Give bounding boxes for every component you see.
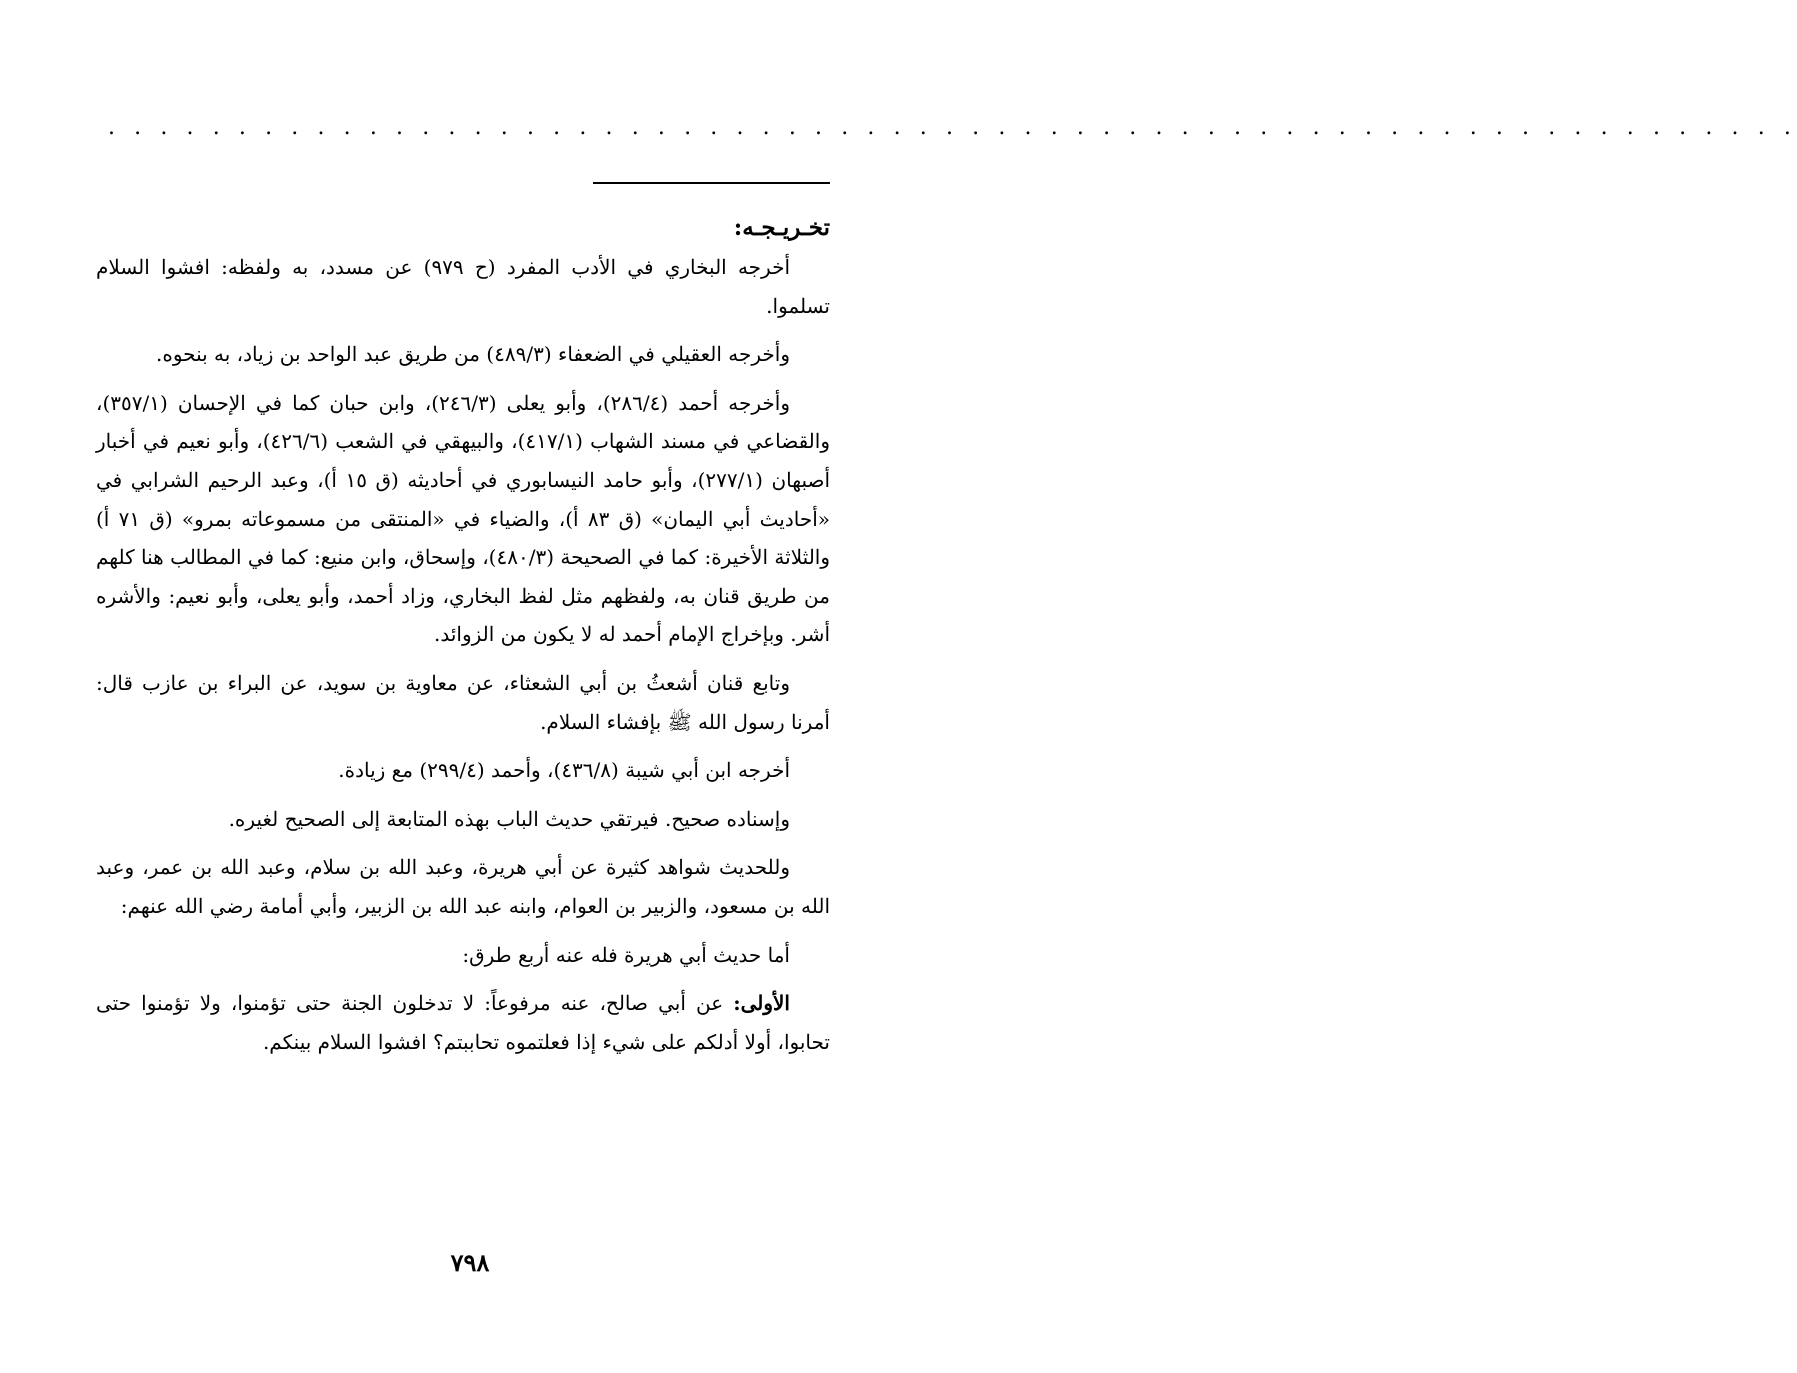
page-number: ٧٩٨ <box>450 1248 490 1277</box>
page-body <box>96 210 830 1071</box>
paragraph-uqaili: وأخرجه العقيلي في الضعفاء (٤٨٩/٣) من طريق عبد الواحد بن زياد، به بنحوه. <box>156 342 790 367</box>
paragraph-corroboration: وتابع قنان أشعثُ بن أبي الشعثاء، عن معاوية بن سويد، عن البراء بن عازب قال: أمرنا رسول الله ﷺ بإفشاء السلام. <box>96 670 830 734</box>
section-heading: تخـريـجـه: <box>733 214 830 241</box>
paragraph-ahmad-sources: وأخرجه أحمد (٢٨٦/٤)، وأبو يعلى (٢٤٦/٣)، وابن حبان كما في الإحسان (٣٥٧/١)، والقضاعي في مسند الشهاب (٤١٧/١)، والبيهقي في الشعب (٤٢٦/٦)، وأبو نعيم في أخبار أصبهان (٢٧٧/١)، وأبو حامد النيسابوري في أحاديثه (ق ١٥ أ)، وعبد الرحيم الشرابي في «أحاديث أبي اليمان» (ق ٨٣ أ)، والضياء في «المنتقى من مسموعاته بمرو» (ق ٧١ أ) والثلاثة الأخيرة: كما في الصحيحة (٤٨٠/٣)، وإسحاق، وابن منيع: كما في المطالب هنا كلهم من طريق قنان به، ولفظهم مثل لفظ البخاري، وزاد أحمد، وأبو يعلى، وأبو نعيم: والأشره أشر. وبإخراج الإمام أحمد له لا يكون من الزوائد. <box>96 390 831 647</box>
paragraph-supporting-narrations: وللحديث شواهد كثيرة عن أبي هريرة، وعبد الله بن سلام، وعبد الله بن عمر، وعبد الله بن مسعود، والزبير بن العوام، وابنه عبد الله بن الزبير، وأبي أمامة رضي الله عنهم: <box>96 855 830 918</box>
first-route-text: عن أبي صالح، عنه مرفوعاً: لا تدخلون الجنة حتى تؤمنوا، ولا تؤمنوا حتى تحابوا، أولا أدلكم على شيء إذا فعلتموه تحاببتم؟ افشوا السلام بينكم. <box>96 991 830 1054</box>
first-route-lead: الأولى: <box>733 991 790 1016</box>
paragraph-first-route <box>96 984 830 1061</box>
paragraph-isnad-ruling: وإسناده صحيح. فيرتقي حديث الباب بهذه المتابعة إلى الصحيح لغيره. <box>228 806 790 831</box>
footnote-rule <box>593 182 830 184</box>
paragraph-ibn-abi-shaybah: أخرجه ابن أبي شيبة (٤٣٦/٨)، وأحمد (٢٩٩/٤) مع زيادة. <box>338 758 790 783</box>
paragraph-abu-hurayrah-routes: أما حديث أبي هريرة فله عنه أربع طرق: <box>462 942 790 967</box>
dotted-separator: . . . . . . . . . . . . . . . . . . . . . . . . . . . . . . . . . . . . . . . . . . . . . . . . . . . . . . . . . . . . . . . . . <box>108 115 1797 140</box>
paragraph-bukhari: أخرجه البخاري في الأدب المفرد (ح ٩٧٩) عن مسدد، به ولفظه: افشوا السلام تسلموا. <box>96 255 830 318</box>
